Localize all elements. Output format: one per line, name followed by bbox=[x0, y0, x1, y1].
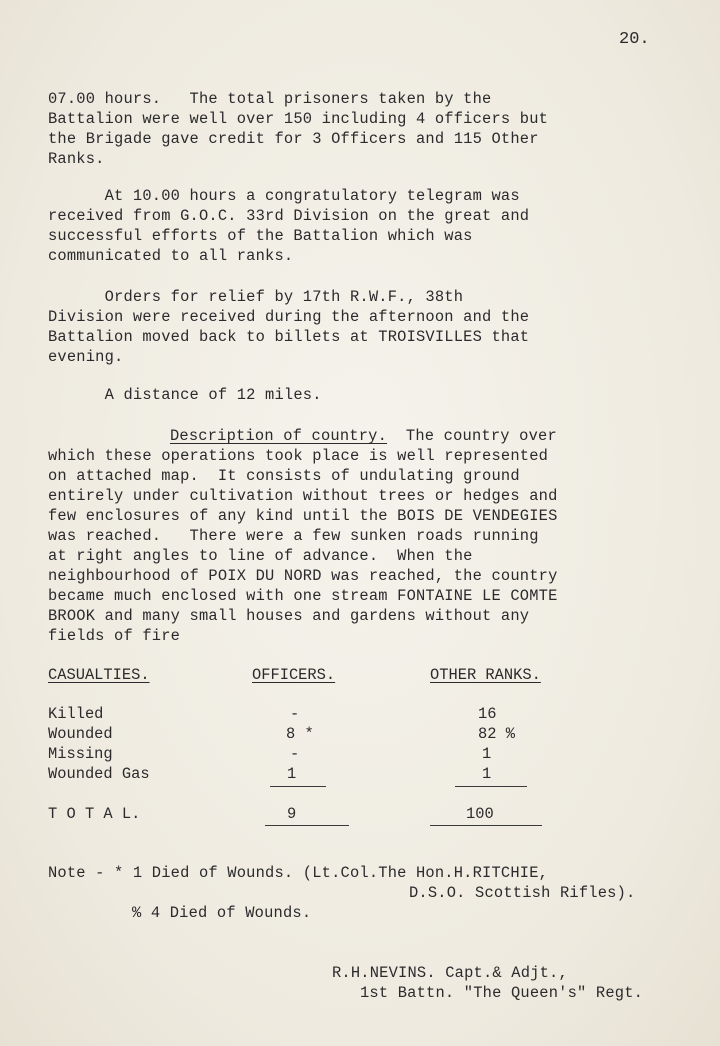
note-line: D.S.O. Scottish Rifles). bbox=[409, 884, 636, 902]
header-other-ranks: OTHER RANKS. bbox=[430, 666, 541, 684]
text-line: 07.00 hours. The total prisoners taken by the bbox=[48, 90, 492, 108]
text-line: the Brigade gave credit for 3 Officers and 115 Other bbox=[48, 130, 539, 148]
description-first-rest: The country over bbox=[387, 427, 557, 445]
text-line: neighbourhood of POIX DU NORD was reached, the country bbox=[48, 567, 558, 585]
text-line: at right angles to line of advance. When the bbox=[48, 547, 473, 565]
text-line: few enclosures of any kind until the BOIS DE VENDEGIES bbox=[48, 507, 558, 525]
signature-unit: 1st Battn. "The Queen's" Regt. bbox=[360, 984, 644, 1002]
text-line: Orders for relief by 17th R.W.F., 38th bbox=[48, 288, 464, 306]
text-line: which these operations took place is well represented bbox=[48, 447, 549, 465]
note-line: % 4 Died of Wounds. bbox=[132, 904, 312, 922]
text-line: At 10.00 hours a congratulatory telegram was bbox=[48, 187, 520, 205]
header-casualties: CASUALTIES. bbox=[48, 666, 150, 684]
text-line: A distance of 12 miles. bbox=[48, 386, 322, 404]
text-line: became much enclosed with one stream FONTAINE LE COMTE bbox=[48, 587, 558, 605]
row-label: Wounded bbox=[48, 725, 113, 743]
subtotal-rule-officers bbox=[270, 786, 326, 787]
text-line: BROOK and many small houses and gardens without any bbox=[48, 607, 530, 625]
row-other: 1 bbox=[482, 745, 492, 763]
page-number: 20. bbox=[619, 30, 650, 49]
text-line: Ranks. bbox=[48, 150, 105, 168]
row-other: 82 % bbox=[478, 725, 515, 743]
total-rule-officers bbox=[265, 825, 349, 826]
text-line: communicated to all ranks. bbox=[48, 247, 294, 265]
total-rule-other bbox=[430, 825, 542, 826]
text-line: on attached map. It consists of undulating ground bbox=[48, 467, 520, 485]
total-officers: 9 bbox=[287, 805, 297, 823]
text-line: Division were received during the afternoon and the bbox=[48, 308, 530, 326]
row-other: 1 bbox=[482, 765, 492, 783]
text-line: was reached. There were a few sunken roads running bbox=[48, 527, 539, 545]
text-line: evening. bbox=[48, 348, 124, 366]
row-label: Wounded Gas bbox=[48, 765, 150, 783]
row-officers: 8 * bbox=[286, 725, 314, 743]
total-other: 100 bbox=[466, 805, 494, 823]
text-line: entirely under cultivation without trees or hedges and bbox=[48, 487, 558, 505]
note-line: Note - * 1 Died of Wounds. (Lt.Col.The Hon.H.RITCHIE, bbox=[48, 864, 549, 882]
subtotal-rule-other bbox=[455, 786, 527, 787]
text-line: Battalion moved back to billets at TROISVILLES that bbox=[48, 328, 530, 346]
row-officers: 1 bbox=[287, 765, 297, 783]
row-label: Missing bbox=[48, 745, 113, 763]
text-line: received from G.O.C. 33rd Division on the great and bbox=[48, 207, 530, 225]
total-label: T O T A L. bbox=[48, 805, 141, 823]
text-line: Battalion were well over 150 including 4 officers but bbox=[48, 110, 549, 128]
row-other: 16 bbox=[478, 705, 497, 723]
row-label: Killed bbox=[48, 705, 104, 723]
description-first-line bbox=[170, 427, 557, 447]
text-line: fields of fire bbox=[48, 627, 181, 645]
header-officers: OFFICERS. bbox=[252, 666, 336, 684]
description-heading: Description of country. bbox=[170, 427, 388, 445]
row-officers: - bbox=[290, 705, 300, 723]
row-officers: - bbox=[290, 745, 300, 763]
text-line: successful efforts of the Battalion which was bbox=[48, 227, 473, 245]
signature-name: R.H.NEVINS. Capt.& Adjt., bbox=[332, 964, 568, 982]
